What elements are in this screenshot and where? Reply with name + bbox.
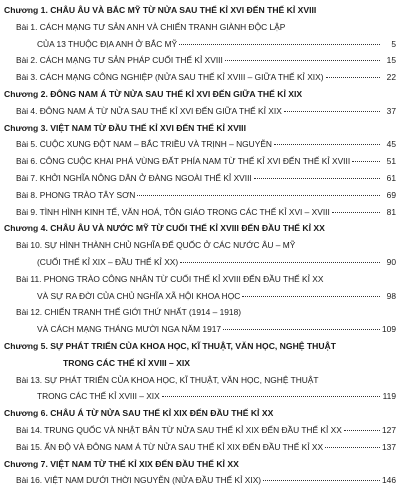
toc-entry-title: Bài 16. VIỆT NAM DƯỚI THỜI NGUYỄN (NỬA ĐẦU THẾ KỈ XIX) [16, 475, 262, 486]
dot-leader [325, 446, 380, 448]
toc-entry-title: Chương 5. SỰ PHÁT TRIỂN CỦA KHOA HỌC, KĨ THUẬT, VĂN HỌC, NGHỆ THUẬT [4, 340, 337, 351]
toc-chapter-heading [0, 2, 400, 19]
toc-lesson-entry [0, 237, 400, 254]
toc-page-number: 127 [382, 424, 396, 435]
toc-lesson-entry [0, 254, 400, 271]
toc-chapter-heading [0, 405, 400, 422]
dot-leader [162, 395, 380, 397]
toc-lesson-entry [0, 439, 400, 456]
toc-page-number: 37 [386, 105, 396, 116]
toc-entry-title: Bài 2. CÁCH MẠNG TƯ SẢN PHÁP CUỐI THẾ KỈ XVIII [16, 55, 223, 66]
toc-entry-title: TRONG CÁC THẾ KỈ XVIII – XIX [63, 357, 191, 368]
toc-page-number: 45 [386, 139, 396, 150]
toc-entry-title: Chương 4. CHÂU ÂU VÀ NƯỚC MỸ TỪ CUỐI THẾ KỈ XVIII ĐẾN ĐẦU THẾ KỈ XX [4, 223, 325, 234]
toc-chapter-heading [0, 355, 400, 372]
toc-entry-title: Bài 8. PHONG TRÀO TÂY SƠN [16, 189, 136, 200]
toc-entry-title: Chương 1. CHÂU ÂU VÀ BẮC MỸ TỪ NỬA SAU THẾ KỈ XVI ĐẾN THẾ KỈ XVIII [4, 5, 317, 15]
toc-page-number: 81 [386, 206, 396, 217]
dot-leader [263, 479, 380, 481]
dot-leader [223, 328, 380, 330]
toc-entry-title: Chương 2. ĐÔNG NAM Á TỪ NỬA SAU THẾ KỈ XVI ĐẾN GIỮA THẾ KỈ XIX [4, 88, 303, 99]
toc-entry-title: Bài 7. KHỞI NGHĨA NÔNG DÂN Ở ĐÀNG NGOÀI THẾ KỈ XVIII [16, 172, 252, 183]
toc-page-number: 61 [386, 172, 396, 183]
toc-entry-title: VÀ SỰ RA ĐỜI CỦA CHỦ NGHĨA XÃ HỘI KHOA HỌC [37, 290, 241, 301]
toc-page-number: 146 [382, 475, 396, 486]
dot-leader [352, 160, 380, 162]
toc-lesson-entry [0, 422, 400, 439]
toc-entry-title: CỦA 13 THUỘC ĐỊA ANH Ở BẮC MỸ [37, 38, 178, 49]
toc-lesson-entry [0, 136, 400, 153]
toc-lesson-entry [0, 472, 400, 489]
toc-lesson-entry [0, 170, 400, 187]
toc-chapter-heading [0, 220, 400, 237]
dot-leader [332, 211, 380, 213]
toc-page-number: 69 [386, 189, 396, 200]
dot-leader [137, 194, 380, 196]
toc-lesson-entry [0, 103, 400, 120]
toc-entry-title: Bài 11. PHONG TRÀO CÔNG NHÂN TỪ CUỐI THẾ KỈ XVIII ĐẾN ĐẦU THẾ KỈ XX [16, 273, 324, 284]
toc-lesson-entry [0, 372, 400, 389]
dot-leader [284, 110, 380, 112]
toc-page-number: 5 [391, 38, 396, 49]
toc-page-number: 22 [386, 72, 396, 83]
toc-chapter-heading [0, 456, 400, 473]
toc-lesson-entry [0, 271, 400, 288]
toc-page-number: 51 [386, 156, 396, 167]
toc-lesson-entry [0, 52, 400, 69]
toc-lesson-entry [0, 153, 400, 170]
toc-page-number: 119 [382, 391, 396, 402]
toc-page-number: 137 [382, 441, 396, 452]
toc-entry-title: Chương 6. CHÂU Á TỪ NỬA SAU THẾ KỈ XIX ĐẾN ĐẦU THẾ KỈ XX [4, 408, 274, 419]
toc-entry-title: Bài 13. SỰ PHÁT TRIỂN CỦA KHOA HỌC, KĨ THUẬT, VĂN HỌC, NGHỆ THUẬT [16, 374, 319, 385]
toc-entry-title: VÀ CÁCH MẠNG THÁNG MƯỜI NGA NĂM 1917 [37, 324, 222, 335]
toc-lesson-entry [0, 388, 400, 405]
toc-lesson-entry [0, 204, 400, 221]
toc-chapter-heading [0, 86, 400, 103]
toc-entry-title: Bài 10. SỰ HÌNH THÀNH CHỦ NGHĨA ĐẾ QUỐC Ở CÁC NƯỚC ÂU – MỸ [16, 240, 296, 251]
toc-entry-title: Bài 6. CÔNG CUỘC KHAI PHÁ VÙNG ĐẤT PHÍA NAM TỪ THẾ KỈ XVI ĐẾN THẾ KỈ XVIII [16, 156, 351, 167]
dot-leader [242, 295, 380, 297]
dot-leader [344, 429, 380, 431]
dot-leader [254, 177, 380, 179]
toc-lesson-entry [0, 187, 400, 204]
toc-entry-title: Bài 9. TÌNH HÌNH KINH TẾ, VĂN HOÁ, TÔN GIÁO TRONG CÁC THẾ KỈ XVI – XVIII [16, 206, 330, 217]
toc-entry-title: Bài 4. ĐÔNG NAM Á TỪ NỬA SAU THẾ KỈ XVI ĐẾN GIỮA THẾ KỈ XIX [16, 105, 282, 116]
toc-page-number: 90 [386, 256, 396, 267]
toc-entry-title: (CUỐI THẾ KỈ XIX – ĐẦU THẾ KỈ XX) [37, 256, 179, 267]
toc-entry-title: Bài 1. CÁCH MẠNG TƯ SẢN ANH VÀ CHIẾN TRANH GIÀNH ĐỘC LẬP [16, 21, 286, 32]
toc-lesson-entry [0, 321, 400, 338]
toc-chapter-heading [0, 338, 400, 355]
toc-entry-title: Bài 3. CÁCH MẠNG CÔNG NGHIỆP (NỬA SAU THẾ KỈ XVIII – GIỮA THẾ KỈ XIX) [16, 72, 324, 83]
toc-entry-title: Bài 5. CUỘC XUNG ĐỘT NAM – BẮC TRIỀU VÀ TRỊNH – NGUYỄN [16, 139, 272, 150]
toc-page-number: 109 [382, 324, 396, 335]
toc-lesson-entry [0, 69, 400, 86]
dot-leader [326, 76, 380, 78]
toc-lesson-entry [0, 19, 400, 36]
toc-entry-title: Chương 3. VIỆT NAM TỪ ĐẦU THẾ KỈ XVI ĐẾN THẾ KỈ XVIII [4, 122, 246, 133]
toc-chapter-heading [0, 120, 400, 137]
toc-entry-title: Bài 15. ẤN ĐỘ VÀ ĐÔNG NAM Á TỪ NỬA SAU THẾ KỈ XIX ĐẾN ĐẦU THẾ KỈ XX [16, 441, 324, 452]
toc-entry-title: Bài 14. TRUNG QUỐC VÀ NHẬT BẢN TỪ NỬA SAU THẾ KỈ XIX ĐẾN ĐẦU THẾ KỈ XX [16, 424, 342, 435]
toc-entry-title: Bài 12. CHIẾN TRANH THẾ GIỚI THỨ NHẤT (1914 – 1918) [16, 307, 242, 318]
toc-lesson-entry [0, 304, 400, 321]
dot-leader [274, 143, 380, 145]
toc-lesson-entry [0, 288, 400, 305]
toc-lesson-entry [0, 36, 400, 53]
toc-page-number: 15 [386, 55, 396, 66]
dot-leader [225, 59, 380, 61]
dot-leader [180, 261, 380, 263]
dot-leader [179, 43, 380, 45]
toc-entry-title: Chương 7. VIỆT NAM TỪ THẾ KỈ XIX ĐẾN ĐẦU THẾ KỈ XX [4, 458, 239, 469]
toc-entry-title: TRONG CÁC THẾ KỈ XVIII – XIX [37, 391, 160, 402]
toc-page-number: 98 [386, 290, 396, 301]
